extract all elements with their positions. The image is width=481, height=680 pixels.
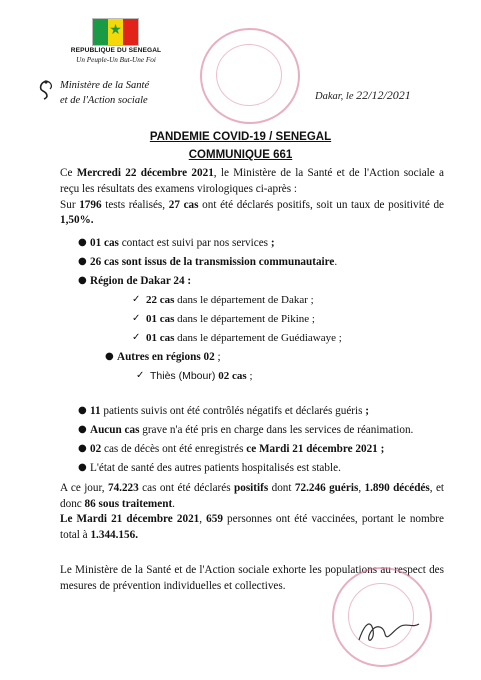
document-page: ★ REPUBLIQUE DU SENEGAL Un Peuple-Un But-Une Foi Ministère de la Santé et de l'Action sociale Dakar, le 22/12/2021 PANDEMIE COVID-19 / SENEGAL COMMUNIQUE 661 Ce Mercredi 22 décembre 2021, le Ministère de la Santé et de l'Action sociale a reçu les résultats des examens virologiques ci-après : Sur 1796 tests réalisés, 27 cas ont été déclarés positifs, soit un taux de positivité de 1,50%. ● 01 cas contact est suivi par nos services ; ● 26 cas sont issus de la transmission communautaire. ● Région de Dakar 24 : ✓ 22 cas dans le département de Dakar ; ✓ 01 cas dans le département de Pikine ; ✓ 01 cas dans le département de Guédiawaye ; ● Autres en régions 02 ; ✓ Thiès (Mbour) 02 cas ; ● 11 patients suivis ont été contrôlés négatifs et déclarés guéris ; ● Aucun cas grave n'a été pris en charge dans les services de réanimation. ● 02 cas de décès ont été enregistrés ce Mardi 21 décembre 2021 ; ● L'état de santé des autres patients hospitalisés est stable. A ce jour, 74.223 cas ont été déclarés positifs dont 72.246 guéris, 1.890 décédés, et donc 86 sous traitement. Le Mardi 21 décembre 2021, 659 personnes ont été vaccinées, portant le nombre total à 1.344.156. Le Ministère de la Santé et de l'Action sociale exhorte les populations au respect des mesures de prévention individuelles et collectives. xyxy=(0,0,481,680)
ministry-line-1: Ministère de la Santé xyxy=(60,80,150,91)
check-icon: ✓ xyxy=(132,313,141,324)
bullet-icon: ● xyxy=(78,424,87,435)
bullet-icon: ● xyxy=(78,462,87,473)
bullet-icon: ● xyxy=(78,256,87,267)
document-date: Dakar, le 22/12/2021 xyxy=(315,88,411,102)
vaccination-paragraph: Le Mardi 21 décembre 2021, 659 personnes ont été vaccinées, portant le nombre total à 1.344.156. xyxy=(60,513,444,541)
check-icon: ✓ xyxy=(132,332,141,343)
ministry-line-2: et de l'Action sociale xyxy=(60,95,148,106)
summary-paragraph: A ce jour, 74.223 cas ont été déclarés positifs dont 72.246 guéris, 1.890 décédés, et donc 86 sous traitement. xyxy=(60,482,445,510)
bullet-icon: ● xyxy=(78,237,87,248)
bullet-icon: ● xyxy=(78,443,87,454)
communique-number: COMMUNIQUE 661 xyxy=(188,149,293,161)
republic-name: REPUBLIQUE DU SENEGAL xyxy=(70,47,162,54)
intro-paragraph: Ce Mercredi 22 décembre 2021, le Ministère de la Santé et de l'Action sociale a reçu les résultats des examens virologiques ci-après : xyxy=(60,167,444,195)
official-stamp-top xyxy=(200,28,300,124)
tests-paragraph: Sur 1796 tests réalisés, 27 cas ont été déclarés positifs, soit un taux de positivité de 1,50%. xyxy=(60,199,445,226)
signature-icon xyxy=(355,610,425,650)
star-icon: ★ xyxy=(109,22,122,38)
document-title: PANDEMIE COVID-19 / SENEGAL xyxy=(149,131,332,143)
ministry-logo-icon xyxy=(35,79,57,101)
bullet-icon: ● xyxy=(105,351,114,362)
bullet-icon: ● xyxy=(78,405,87,416)
senegal-flag-icon xyxy=(92,18,139,46)
national-motto: Un Peuple-Un But-Une Foi xyxy=(76,56,156,64)
check-icon: ✓ xyxy=(132,294,141,305)
bullet-icon: ● xyxy=(78,275,87,286)
closing-paragraph: Le Ministère de la Santé et de l'Action sociale exhorte les populations au respect des mesures de prévention individuelles et collectives. xyxy=(60,564,444,592)
check-icon: ✓ xyxy=(136,370,145,381)
